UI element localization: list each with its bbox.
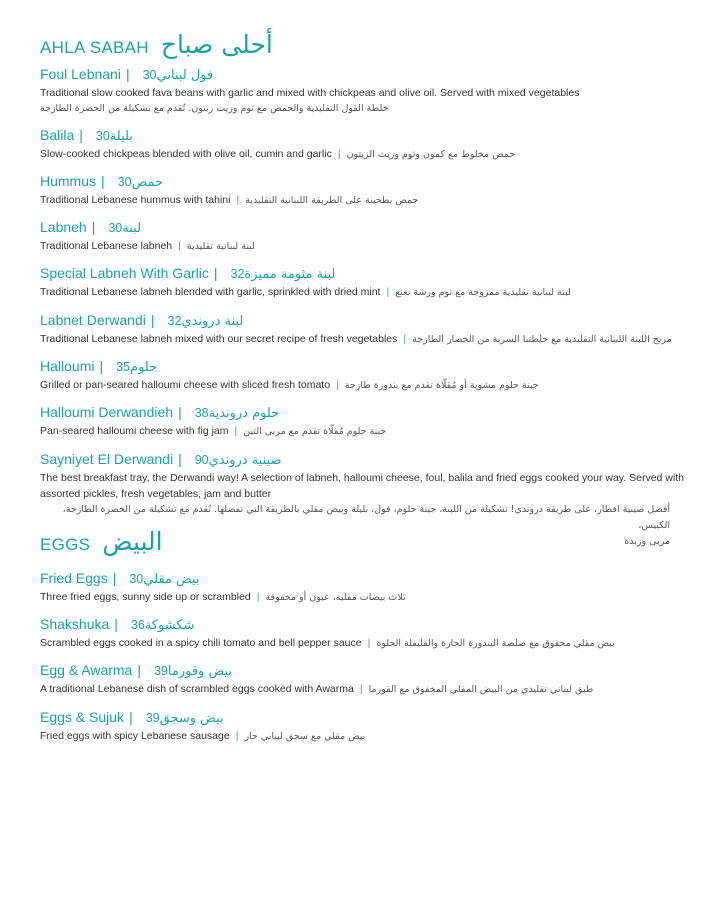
item-description-en: A traditional Lebanese dish of scrambled eggs cooked with Awarma: [40, 683, 354, 695]
item-price: 32: [167, 314, 182, 328]
item-description: Three fried eggs, sunny side up or scrambled | ثلاث بيضات مقلية، عيون أو مخفوقة: [40, 591, 406, 603]
item-title: Foul Lebnani | فول لبناني30: [40, 66, 214, 83]
menu-item-halloumi-derwandieh: [40, 403, 690, 440]
item-description-en: Grilled or pan-seared halloumi cheese with sliced fresh tomato: [40, 379, 331, 391]
item-price: 32: [230, 267, 245, 281]
item-name-en: Sayniyet El Derwandi: [40, 451, 174, 467]
menu-item-labneh: [40, 218, 690, 255]
item-title: Labneh | لبنة30: [40, 219, 142, 236]
item-name-ar: حلوم دروندية: [208, 406, 280, 421]
item-description-ar: بيض مقلي مخفوق مع صلصة البندورة الحارة والفليفلة الحلوة: [376, 638, 615, 649]
item-description-ar: بيض مقلي مع سجق لبناني حار: [244, 731, 366, 742]
item-title: Fried Eggs | بيض مقلي30: [40, 570, 200, 587]
item-name-en: Labnet Derwandi: [40, 312, 146, 328]
item-title: Eggs & Sujuk | بيض وسجق39: [40, 709, 224, 726]
item-description-en: Traditional Lebanese hummus with tahini: [40, 194, 231, 206]
item-name-en: Balila: [40, 127, 75, 143]
item-price: 90: [194, 453, 209, 467]
item-description-ar: جبنة حلوم مشوية أو مُقلّاة تقدم مع بندورة طازجة: [344, 380, 539, 391]
item-name-en: Halloumi: [40, 358, 95, 374]
item-title: Balila | بليلة30: [40, 127, 133, 144]
item-description-en: Scrambled eggs cooked in a spicy chili tomato and bell pepper sauce: [40, 637, 362, 649]
item-name-ar: لبنة مثومة مميزة: [244, 267, 336, 282]
item-name-ar: حلوم: [130, 360, 158, 375]
item-name-en: Foul Lebnani: [40, 66, 121, 82]
item-description-ar: ثلاث بيضات مقلية، عيون أو مخفوقة: [265, 592, 406, 603]
item-title: Halloumi | حلوم35: [40, 358, 158, 375]
item-description-ar: حمص بطحينة على الطريقة اللبنانية التقليدية: [245, 195, 419, 206]
section-title-en: AHLA SABAH: [40, 38, 149, 57]
item-title: Labnet Derwandi | لبنة دروندي32: [40, 312, 244, 329]
menu-item-hummus: [40, 172, 690, 209]
menu-item-foul-lebnani: [40, 65, 690, 117]
item-price: 30: [108, 221, 123, 235]
menu-item-fried-eggs: [40, 569, 690, 606]
item-description: Scrambled eggs cooked in a spicy chili tomato and bell pepper sauce | بيض مقلي مخفوق مع صلصة البندورة الحارة والفليفلة الحلوة: [40, 637, 615, 649]
item-name-en: Halloumi Derwandieh: [40, 404, 174, 420]
item-description-en: Traditional Lebanese labneh blended with garlic, sprinkled with dried mint: [40, 286, 381, 298]
item-name-ar: لبنة دروندي: [181, 314, 244, 329]
menu-item-balila: [40, 126, 690, 163]
item-price: 35: [116, 360, 131, 374]
item-description: Pan-seared halloumi cheese with fig jam | جبنة حلوم مُقلّاة تقدم مع مربى التين: [40, 425, 387, 437]
item-description-en: Slow-cooked chickpeas blended with olive oil, cumin and garlic: [40, 148, 332, 160]
item-description-en: Three fried eggs, sunny side up or scrambled: [40, 591, 251, 603]
item-description: Traditional Lebanese hummus with tahini | حمص بطحينة على الطريقة اللبنانية التقليدية: [40, 194, 419, 206]
item-title: Shakshuka | شكشوكة36: [40, 616, 195, 633]
item-price: 36: [130, 618, 145, 632]
menu-item-labnet-derwandi: [40, 311, 690, 348]
item-description: Fried eggs with spicy Lebanese sausage | بيض مقلي مع سجق لبناني حار: [40, 730, 366, 742]
item-description-ar-line-2: مربى وزبدة: [624, 536, 670, 547]
item-name-en: Hummus: [40, 173, 97, 189]
item-price: 30: [95, 129, 110, 143]
item-description-ar: طبق لبناني تقليدي من البيض المقلي المخفوق مع القورما: [368, 684, 594, 695]
item-title: Hummus | حمص30: [40, 173, 164, 190]
item-price: 39: [154, 664, 168, 678]
item-name-ar: شكشوكة: [144, 618, 195, 633]
section-header-ahla-sabah: [40, 30, 273, 59]
item-description-en-line-1: The best breakfast tray, the Derwandi way! A selection of labneh, halloumi cheese, foul, balila and fried eggs cooked your way. Served with: [40, 472, 684, 484]
item-description: Traditional Lebanese labneh mixed with our secret recipe of fresh vegetables | مزيج اللبنة اللبنانية التقليدية مع خلطتنا السرية من الخضار الطازجة: [40, 333, 672, 345]
item-description-ar-line-1: أفضل صينية افطار، على طريقة دروندي! تشكيلة من اللبنة، جبنة حلوم، فول، بليلة وبيض مقلي بالطريقة التي تفضلها. تُقدم مع تشكيلة من الخضرة الطازجة، الكبيس،: [62, 504, 670, 531]
item-description-ar: خلطة الفول التقليدية والحمص مع ثوم وزيت زيتون. تُقدم مع تشكيلة من الخضرة الطازجة: [40, 103, 389, 114]
item-name-ar: بيض وقورما: [167, 664, 232, 679]
item-description-ar: مزيج اللبنة اللبنانية التقليدية مع خلطتنا السرية من الخضار الطازجة: [412, 334, 672, 345]
menu-item-shakshuka: [40, 615, 690, 652]
item-name-ar: بليلة: [109, 129, 133, 144]
item-title: Halloumi Derwandieh | حلوم دروندية38: [40, 404, 280, 421]
item-description: A traditional Lebanese dish of scrambled eggs cooked with Awarma | طبق لبناني تقليدي من البيض المقلي المخفوق مع القورما: [40, 683, 594, 695]
section-header-eggs: [40, 527, 163, 556]
item-description-en: Fried eggs with spicy Lebanese sausage: [40, 730, 230, 742]
item-name-en: Labneh: [40, 219, 87, 235]
item-price: 38: [194, 406, 209, 420]
section-title-en: EGGS: [40, 535, 91, 554]
menu-item-egg-awarma: [40, 661, 690, 698]
item-price: 30: [129, 572, 144, 586]
item-description: Grilled or pan-seared halloumi cheese with sliced fresh tomato | جبنة حلوم مشوية أو مُقلّاة تقدم مع بندورة طازجة: [40, 379, 539, 391]
item-price: 30: [117, 175, 132, 189]
item-description-en: Traditional slow cooked fava beans with garlic and mixed with chickpeas and olive oil. Served with mixed vegetables: [40, 87, 580, 99]
item-description: Traditional Lebanese labneh blended with garlic, sprinkled with dried mint | لبنة لبنانية تقليدية ممزوجة مع ثوم ورشة نعنع: [40, 286, 571, 298]
item-description-ar: حمص مخلوط مع كمون وثوم وزيت الزيتون: [346, 149, 516, 160]
item-name-ar: حمص: [131, 175, 164, 190]
item-name-ar: لبنة: [122, 221, 142, 236]
item-description-ar: لبنة لبنانية تقليدية ممزوجة مع ثوم ورشة نعنع: [395, 287, 571, 298]
item-price: 30: [142, 68, 157, 82]
item-name-en: Shakshuka: [40, 616, 110, 632]
item-name-en: Fried Eggs: [40, 570, 108, 586]
item-price: 39: [145, 711, 160, 725]
item-description-en: Traditional Lebanese labneh mixed with our secret recipe of fresh vegetables: [40, 333, 398, 345]
item-name-ar: صينية دروندي: [208, 453, 282, 468]
item-name-en: Egg & Awarma: [40, 662, 133, 678]
item-name-en: Eggs & Sujuk: [40, 709, 125, 725]
item-name-en: Special Labneh With Garlic: [40, 265, 209, 281]
item-title: Sayniyet El Derwandi | صينية دروندي90: [40, 451, 282, 468]
menu-item-eggs-sujuk: [40, 708, 690, 745]
item-description-ar: جبنة حلوم مُقلّاة تقدم مع مربى التين: [243, 426, 387, 437]
item-name-ar: فول لبناني: [156, 68, 214, 83]
item-title: Egg & Awarma | بيض وقورما39: [40, 662, 232, 679]
item-description-en: Pan-seared halloumi cheese with fig jam: [40, 425, 229, 437]
item-name-ar: بيض مقلي: [143, 572, 200, 587]
section-title-ar: أحلى صباح: [160, 30, 273, 59]
item-description: Traditional Lebanese labneh | لبنة لبنانية تقليدية: [40, 240, 255, 252]
menu-item-halloumi: [40, 357, 690, 394]
item-description: Slow-cooked chickpeas blended with olive oil, cumin and garlic | حمص مخلوط مع كمون وثوم وزيت الزيتون: [40, 148, 516, 160]
item-description-en-line-2: assorted pickles, fresh vegetables, jam and butter: [40, 488, 272, 500]
item-name-ar: بيض وسجق: [159, 711, 224, 726]
item-description-ar: لبنة لبنانية تقليدية: [186, 241, 255, 252]
item-description-en: Traditional Lebanese labneh: [40, 240, 173, 252]
item-title: Special Labneh With Garlic | لبنة مثومة مميزة32: [40, 265, 336, 282]
section-title-ar: البيض: [102, 527, 163, 556]
menu-item-special-labneh-garlic: [40, 264, 690, 301]
